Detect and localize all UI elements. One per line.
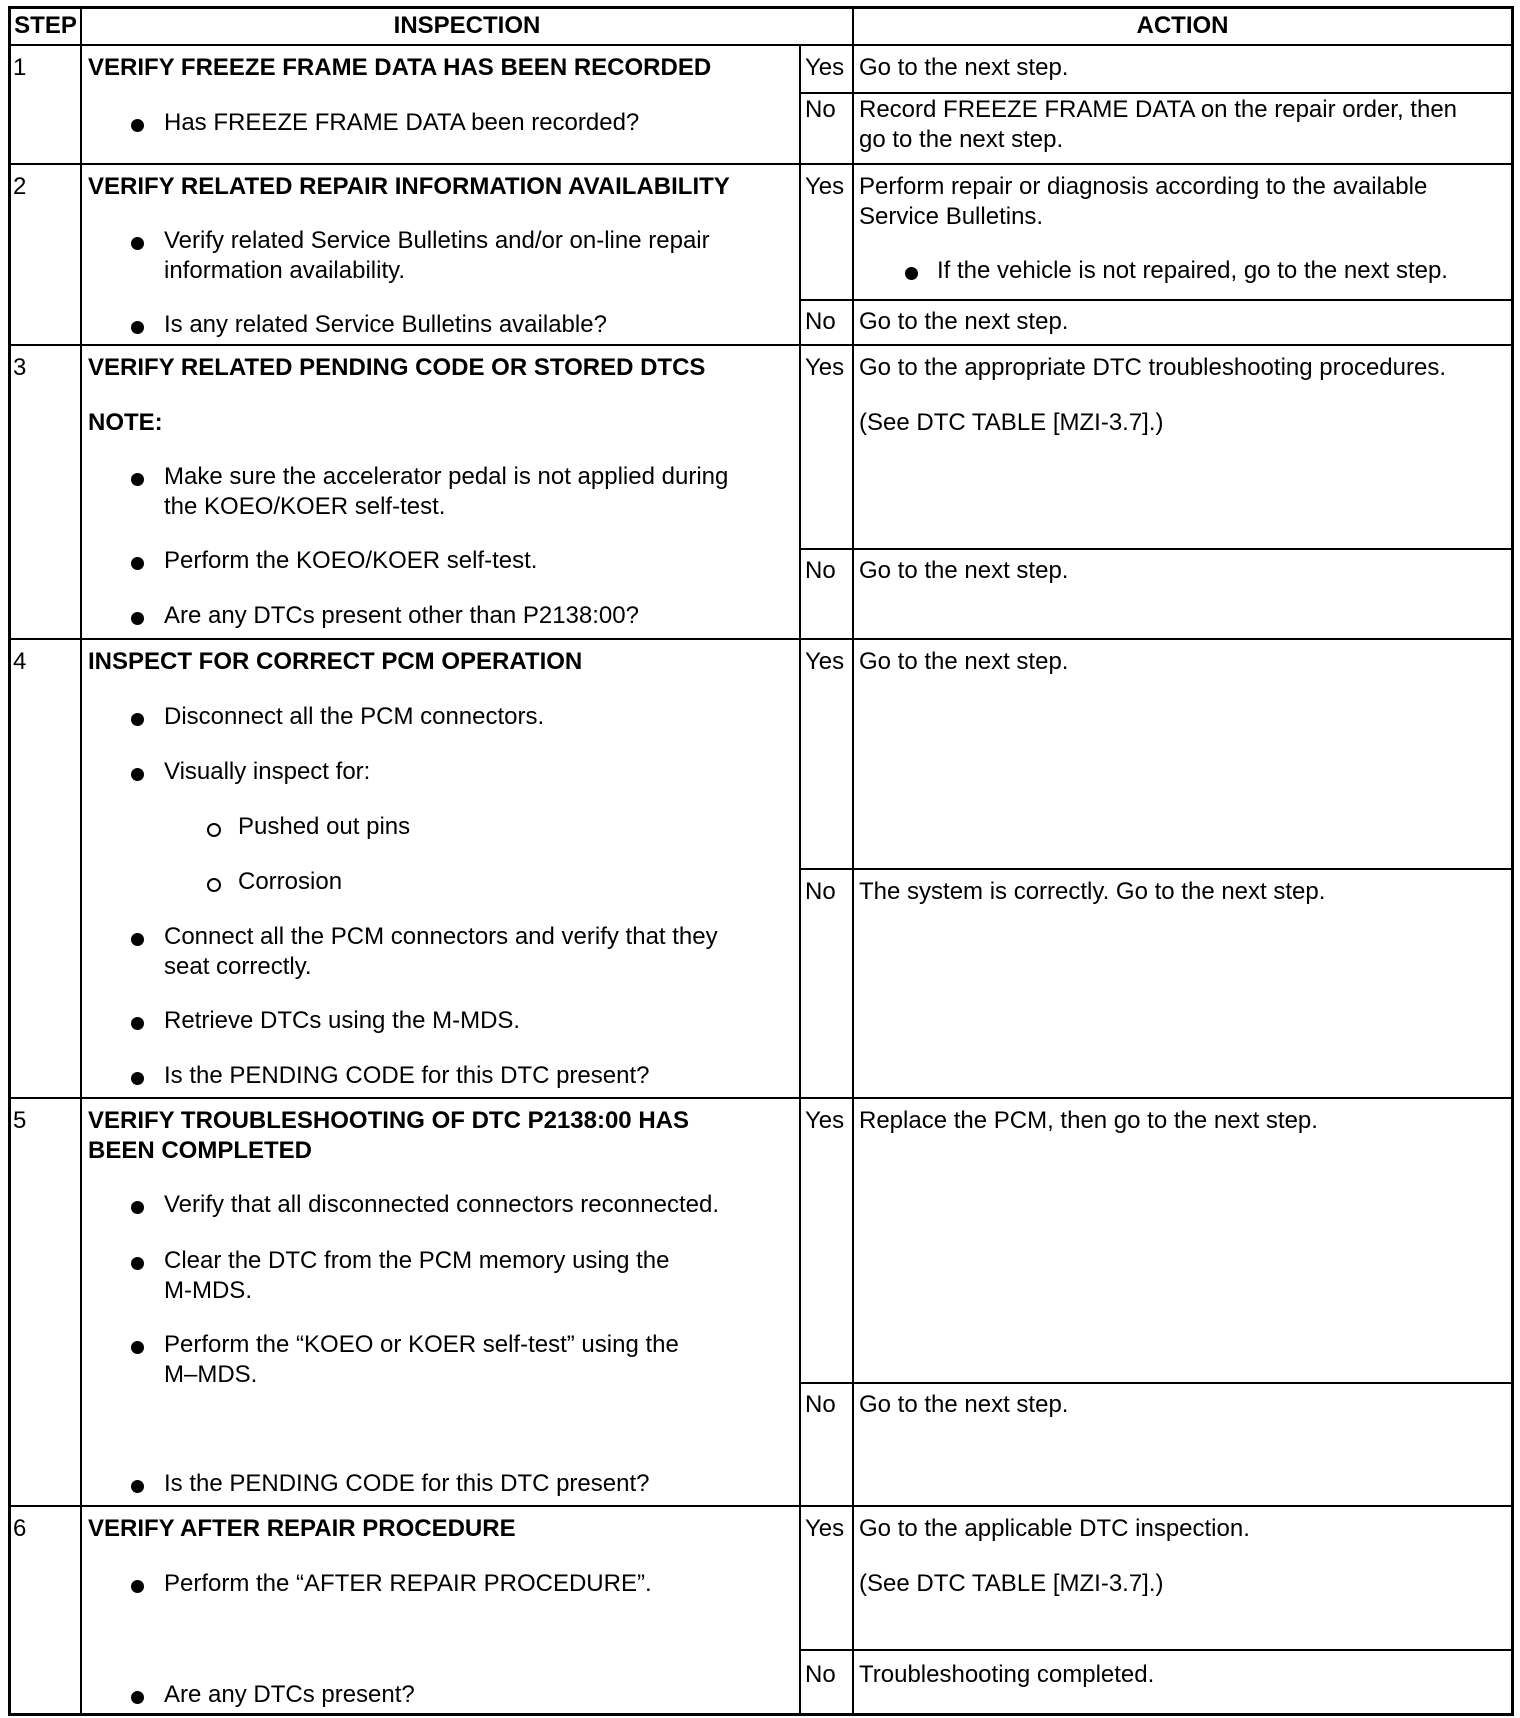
header-step: STEP xyxy=(14,12,77,39)
inspection-item: Is the PENDING CODE for this DTC present? xyxy=(164,1470,650,1497)
yesno-divider-3 xyxy=(799,548,1514,550)
bullet-icon xyxy=(131,713,144,726)
header-divider xyxy=(8,44,1514,46)
inspection-item: information availability. xyxy=(164,257,405,284)
step-number: 3 xyxy=(13,354,27,381)
inspection-item: Perform the “KOEO or KOER self-test” using the xyxy=(164,1331,679,1358)
yes-action: Go to the applicable DTC inspection. xyxy=(859,1515,1250,1542)
inspection-item: Is the PENDING CODE for this DTC present? xyxy=(164,1062,650,1089)
table-border-bottom xyxy=(8,1713,1514,1716)
bullet-icon xyxy=(131,768,144,781)
table-border-top xyxy=(8,6,1514,9)
bullet-icon xyxy=(131,1201,144,1214)
inspection-item: Verify that all disconnected connectors reconnected. xyxy=(164,1191,719,1218)
inspection-item: Perform the “AFTER REPAIR PROCEDURE”. xyxy=(164,1570,652,1597)
row-divider-1-2 xyxy=(8,163,1514,165)
sub-bullet-icon xyxy=(207,878,221,892)
inspection-item: Perform the KOEO/KOER self-test. xyxy=(164,547,538,574)
bullet-icon xyxy=(131,933,144,946)
bullet-icon xyxy=(131,612,144,625)
inspection-item: Are any DTCs present other than P2138:00? xyxy=(164,602,639,629)
table-border-left xyxy=(8,6,11,1716)
no-action: go to the next step. xyxy=(859,126,1064,153)
step-number: 5 xyxy=(13,1107,27,1134)
col-divider-yesno xyxy=(852,6,854,1716)
yes-action: Go to the next step. xyxy=(859,54,1069,81)
step-title: VERIFY AFTER REPAIR PROCEDURE xyxy=(88,1515,516,1542)
inspection-item: Connect all the PCM connectors and verify that they xyxy=(164,923,718,950)
no-label: No xyxy=(805,1661,836,1688)
step-title: INSPECT FOR CORRECT PCM OPERATION xyxy=(88,648,583,675)
yes-action: Replace the PCM, then go to the next step. xyxy=(859,1107,1318,1134)
yes-label: Yes xyxy=(805,354,845,381)
yesno-divider-1 xyxy=(799,92,1514,94)
col-divider-step xyxy=(80,6,82,1716)
no-action: Go to the next step. xyxy=(859,1391,1069,1418)
row-divider-5-6 xyxy=(8,1505,1514,1507)
no-action: The system is correctly. Go to the next step. xyxy=(859,878,1326,905)
row-divider-4-5 xyxy=(8,1097,1514,1099)
header-inspection: INSPECTION xyxy=(393,12,541,39)
col-divider-inspection xyxy=(799,44,801,1716)
note-label: NOTE: xyxy=(88,409,163,436)
sub-bullet-icon xyxy=(207,823,221,837)
inspection-item: Retrieve DTCs using the M-MDS. xyxy=(164,1007,521,1034)
yes-action: Service Bulletins. xyxy=(859,203,1044,230)
step-title: VERIFY RELATED REPAIR INFORMATION AVAILABILITY xyxy=(88,173,730,200)
bullet-icon xyxy=(131,473,144,486)
row-divider-2-3 xyxy=(8,344,1514,346)
inspection-item: M–MDS. xyxy=(164,1361,258,1388)
inspection-item: Are any DTCs present? xyxy=(164,1681,415,1708)
yes-action: (See DTC TABLE [MZI-3.7].) xyxy=(859,409,1164,436)
inspection-item: Verify related Service Bulletins and/or on-line repair xyxy=(164,227,710,254)
inspection-item: Is any related Service Bulletins available? xyxy=(164,311,607,338)
inspection-subitem: Pushed out pins xyxy=(238,813,411,840)
inspection-item: seat correctly. xyxy=(164,953,312,980)
bullet-icon xyxy=(131,1691,144,1704)
step-number: 4 xyxy=(13,648,27,675)
yesno-divider-2 xyxy=(799,299,1514,301)
no-action: Go to the next step. xyxy=(859,308,1069,335)
yes-label: Yes xyxy=(805,648,845,675)
no-label: No xyxy=(805,1391,836,1418)
step-number: 2 xyxy=(13,173,27,200)
step-number: 1 xyxy=(13,54,27,81)
yes-label: Yes xyxy=(805,1515,845,1542)
step-title: VERIFY FREEZE FRAME DATA HAS BEEN RECORDED xyxy=(88,54,712,81)
row-divider-3-4 xyxy=(8,638,1514,640)
bullet-icon xyxy=(131,1480,144,1493)
no-action: Go to the next step. xyxy=(859,557,1069,584)
inspection-item: the KOEO/KOER self-test. xyxy=(164,493,446,520)
no-label: No xyxy=(805,96,836,123)
inspection-item: Clear the DTC from the PCM memory using the xyxy=(164,1247,670,1274)
inspection-subitem: Corrosion xyxy=(238,868,343,895)
no-label: No xyxy=(805,557,836,584)
no-action: Troubleshooting completed. xyxy=(859,1661,1155,1688)
step-number: 6 xyxy=(13,1515,27,1542)
bullet-icon xyxy=(131,557,144,570)
yes-label: Yes xyxy=(805,173,845,200)
bullet-icon xyxy=(905,267,918,280)
no-label: No xyxy=(805,308,836,335)
header-action: ACTION xyxy=(1136,12,1229,39)
bullet-icon xyxy=(131,237,144,250)
bullet-icon xyxy=(131,119,144,132)
inspection-item: Visually inspect for: xyxy=(164,758,371,785)
bullet-icon xyxy=(131,321,144,334)
bullet-icon xyxy=(131,1341,144,1354)
bullet-icon xyxy=(131,1072,144,1085)
inspection-item: Has FREEZE FRAME DATA been recorded? xyxy=(164,109,640,136)
yes-action: If the vehicle is not repaired, go to the next step. xyxy=(937,257,1448,284)
no-action: Record FREEZE FRAME DATA on the repair order, then xyxy=(859,96,1458,123)
yesno-divider-5 xyxy=(799,1382,1514,1384)
inspection-item: Make sure the accelerator pedal is not applied during xyxy=(164,463,729,490)
step-title: VERIFY RELATED PENDING CODE OR STORED DTCS xyxy=(88,354,706,381)
diagnostic-procedure-table xyxy=(8,6,1514,1716)
yes-action: (See DTC TABLE [MZI-3.7].) xyxy=(859,1570,1164,1597)
yesno-divider-6 xyxy=(799,1649,1514,1651)
step-title: VERIFY TROUBLESHOOTING OF DTC P2138:00 HAS xyxy=(88,1107,689,1134)
step-title: BEEN COMPLETED xyxy=(88,1137,313,1164)
bullet-icon xyxy=(131,1580,144,1593)
yes-label: Yes xyxy=(805,1107,845,1134)
no-label: No xyxy=(805,878,836,905)
yes-label: Yes xyxy=(805,54,845,81)
yes-action: Perform repair or diagnosis according to the available xyxy=(859,173,1428,200)
inspection-item: Disconnect all the PCM connectors. xyxy=(164,703,545,730)
bullet-icon xyxy=(131,1017,144,1030)
yes-action: Go to the next step. xyxy=(859,648,1069,675)
yes-action: Go to the appropriate DTC troubleshooting procedures. xyxy=(859,354,1447,381)
inspection-item: M-MDS. xyxy=(164,1277,252,1304)
bullet-icon xyxy=(131,1257,144,1270)
table-border-right xyxy=(1511,6,1514,1716)
yesno-divider-4 xyxy=(799,868,1514,870)
